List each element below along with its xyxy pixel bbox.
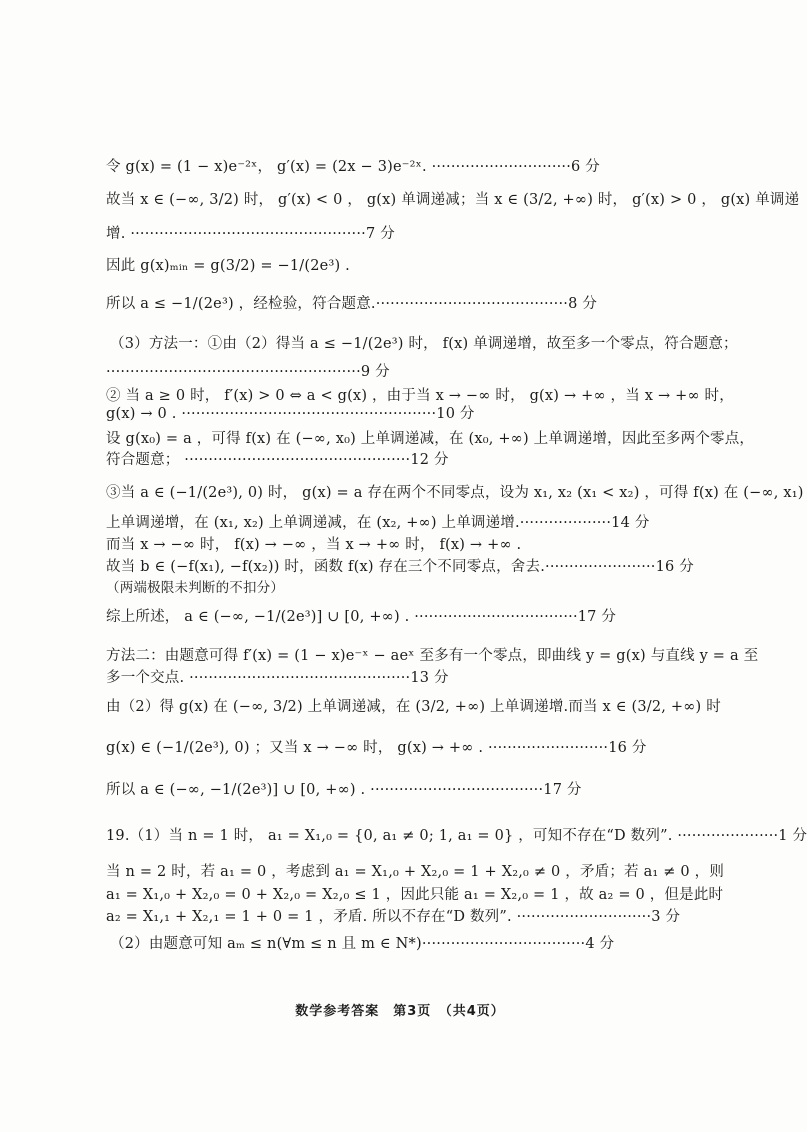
text-line: 所以 a ∈ (−∞, −1/(2e³)] ∪ [0, +∞) . ····································17 分 <box>106 782 582 798</box>
text-line: 当 n = 2 时，若 a₁ = 0 ，考虑到 a₁ = X₁,₀ + X₂,₀ = 1 + X₂,₀ ≠ 0 ，矛盾；若 a₁ ≠ 0 ，则 <box>106 864 725 880</box>
text-line: 方法二：由题意可得 f′(x) = (1 − x)e⁻ˣ − aeˣ 至多有一个零点，即曲线 y = g(x) 与直线 y = a 至 <box>106 648 759 664</box>
text-line: 故当 x ∈ (−∞, 3/2) 时， g′(x) < 0 ， g(x) 单调递减；当 x ∈ (3/2, +∞) 时， g′(x) > 0 ， g(x) 单调递 <box>106 192 800 208</box>
text-line: 上单调递增，在 (x₁, x₂) 上单调递减，在 (x₂, +∞) 上单调递增.···················14 分 <box>106 515 650 531</box>
text-line: g(x) ∈ (−1/(2e³), 0) ；又当 x → −∞ 时， g(x) → +∞ . ·························16 分 <box>106 740 647 756</box>
text-line: 综上所述， a ∈ (−∞, −1/(2e³)] ∪ [0, +∞) . ··································17 分 <box>106 609 617 625</box>
text-line: ③当 a ∈ (−1/(2e³), 0) 时， g(x) = a 存在两个不同零点，设为 x₁, x₂ (x₁ < x₂) ，可得 f(x) 在 (−∞, x₁) <box>106 485 804 501</box>
text-line: 故当 b ∈ (−f(x₁), −f(x₂)) 时，函数 f(x) 存在三个不同零点，舍去.·······················16 分 <box>106 559 694 575</box>
text-line: 因此 g(x)ₘᵢₙ = g(3/2) = −1/(2e³) . <box>106 258 350 274</box>
text-line: ② 当 a ≥ 0 时， f′(x) > 0 ⇔ a < g(x) ，由于当 x → −∞ 时， g(x) → +∞ ，当 x → +∞ 时， <box>106 388 734 404</box>
text-line: 多一个交点. ··············································13 分 <box>106 670 449 686</box>
text-line: g(x) → 0 . ·····················································10 分 <box>106 406 475 422</box>
text-line: 增. ·················································7 分 <box>106 226 395 242</box>
text-line: 设 g(x₀) = a ，可得 f(x) 在 (−∞, x₀) 上单调递减，在 (x₀, +∞) 上单调递增，因此至多两个零点， <box>106 431 755 447</box>
text-line: 令 g(x) = (1 − x)e⁻²ˣ， g′(x) = (2x − 3)e⁻²ˣ. ·····························6 分 <box>106 159 600 175</box>
text-line: a₂ = X₁,₁ + X₂,₁ = 1 + 0 = 1 ，矛盾. 所以不存在“D 数列”. ····························3 分 <box>106 909 681 925</box>
text-line: a₁ = X₁,₀ + X₂,₀ = 0 + X₂,₀ = X₂,₀ ≤ 1 ，因此只能 a₁ = X₂,₀ = 1 ，故 a₂ = 0 ，但是此时 <box>106 887 724 903</box>
text-line: ·····················································9 分 <box>106 364 390 380</box>
text-line: （3）方法一：①由（2）得当 a ≤ −1/(2e³) 时， f(x) 单调递增，故至多一个零点，符合题意； <box>110 336 738 352</box>
page-footer: 数学参考答案 第3页 （共4页） <box>295 1004 505 1019</box>
text-line: 符合题意； ···············································12 分 <box>106 452 449 468</box>
text-line: 而当 x → −∞ 时， f(x) → −∞ ，当 x → +∞ 时， f(x) → +∞ . <box>106 537 522 553</box>
text-line: （2）由题意可知 aₘ ≤ n(∀m ≤ n 且 m ∈ N*)··································4 分 <box>110 936 615 952</box>
text-line: （两端极限未判断的不扣分） <box>106 580 285 596</box>
text-line: 所以 a ≤ −1/(2e³) ，经检验，符合题意.········································8 分 <box>106 296 598 312</box>
text-line: 由（2）得 g(x) 在 (−∞, 3/2) 上单调递减，在 (3/2, +∞) 上单调递增.而当 x ∈ (3/2, +∞) 时 <box>106 699 721 715</box>
text-line: 19.（1）当 n = 1 时， a₁ = X₁,₀ = {0, a₁ ≠ 0; 1, a₁ = 0} ，可知不存在“D 数列”. ·····················1 分 <box>106 828 807 844</box>
